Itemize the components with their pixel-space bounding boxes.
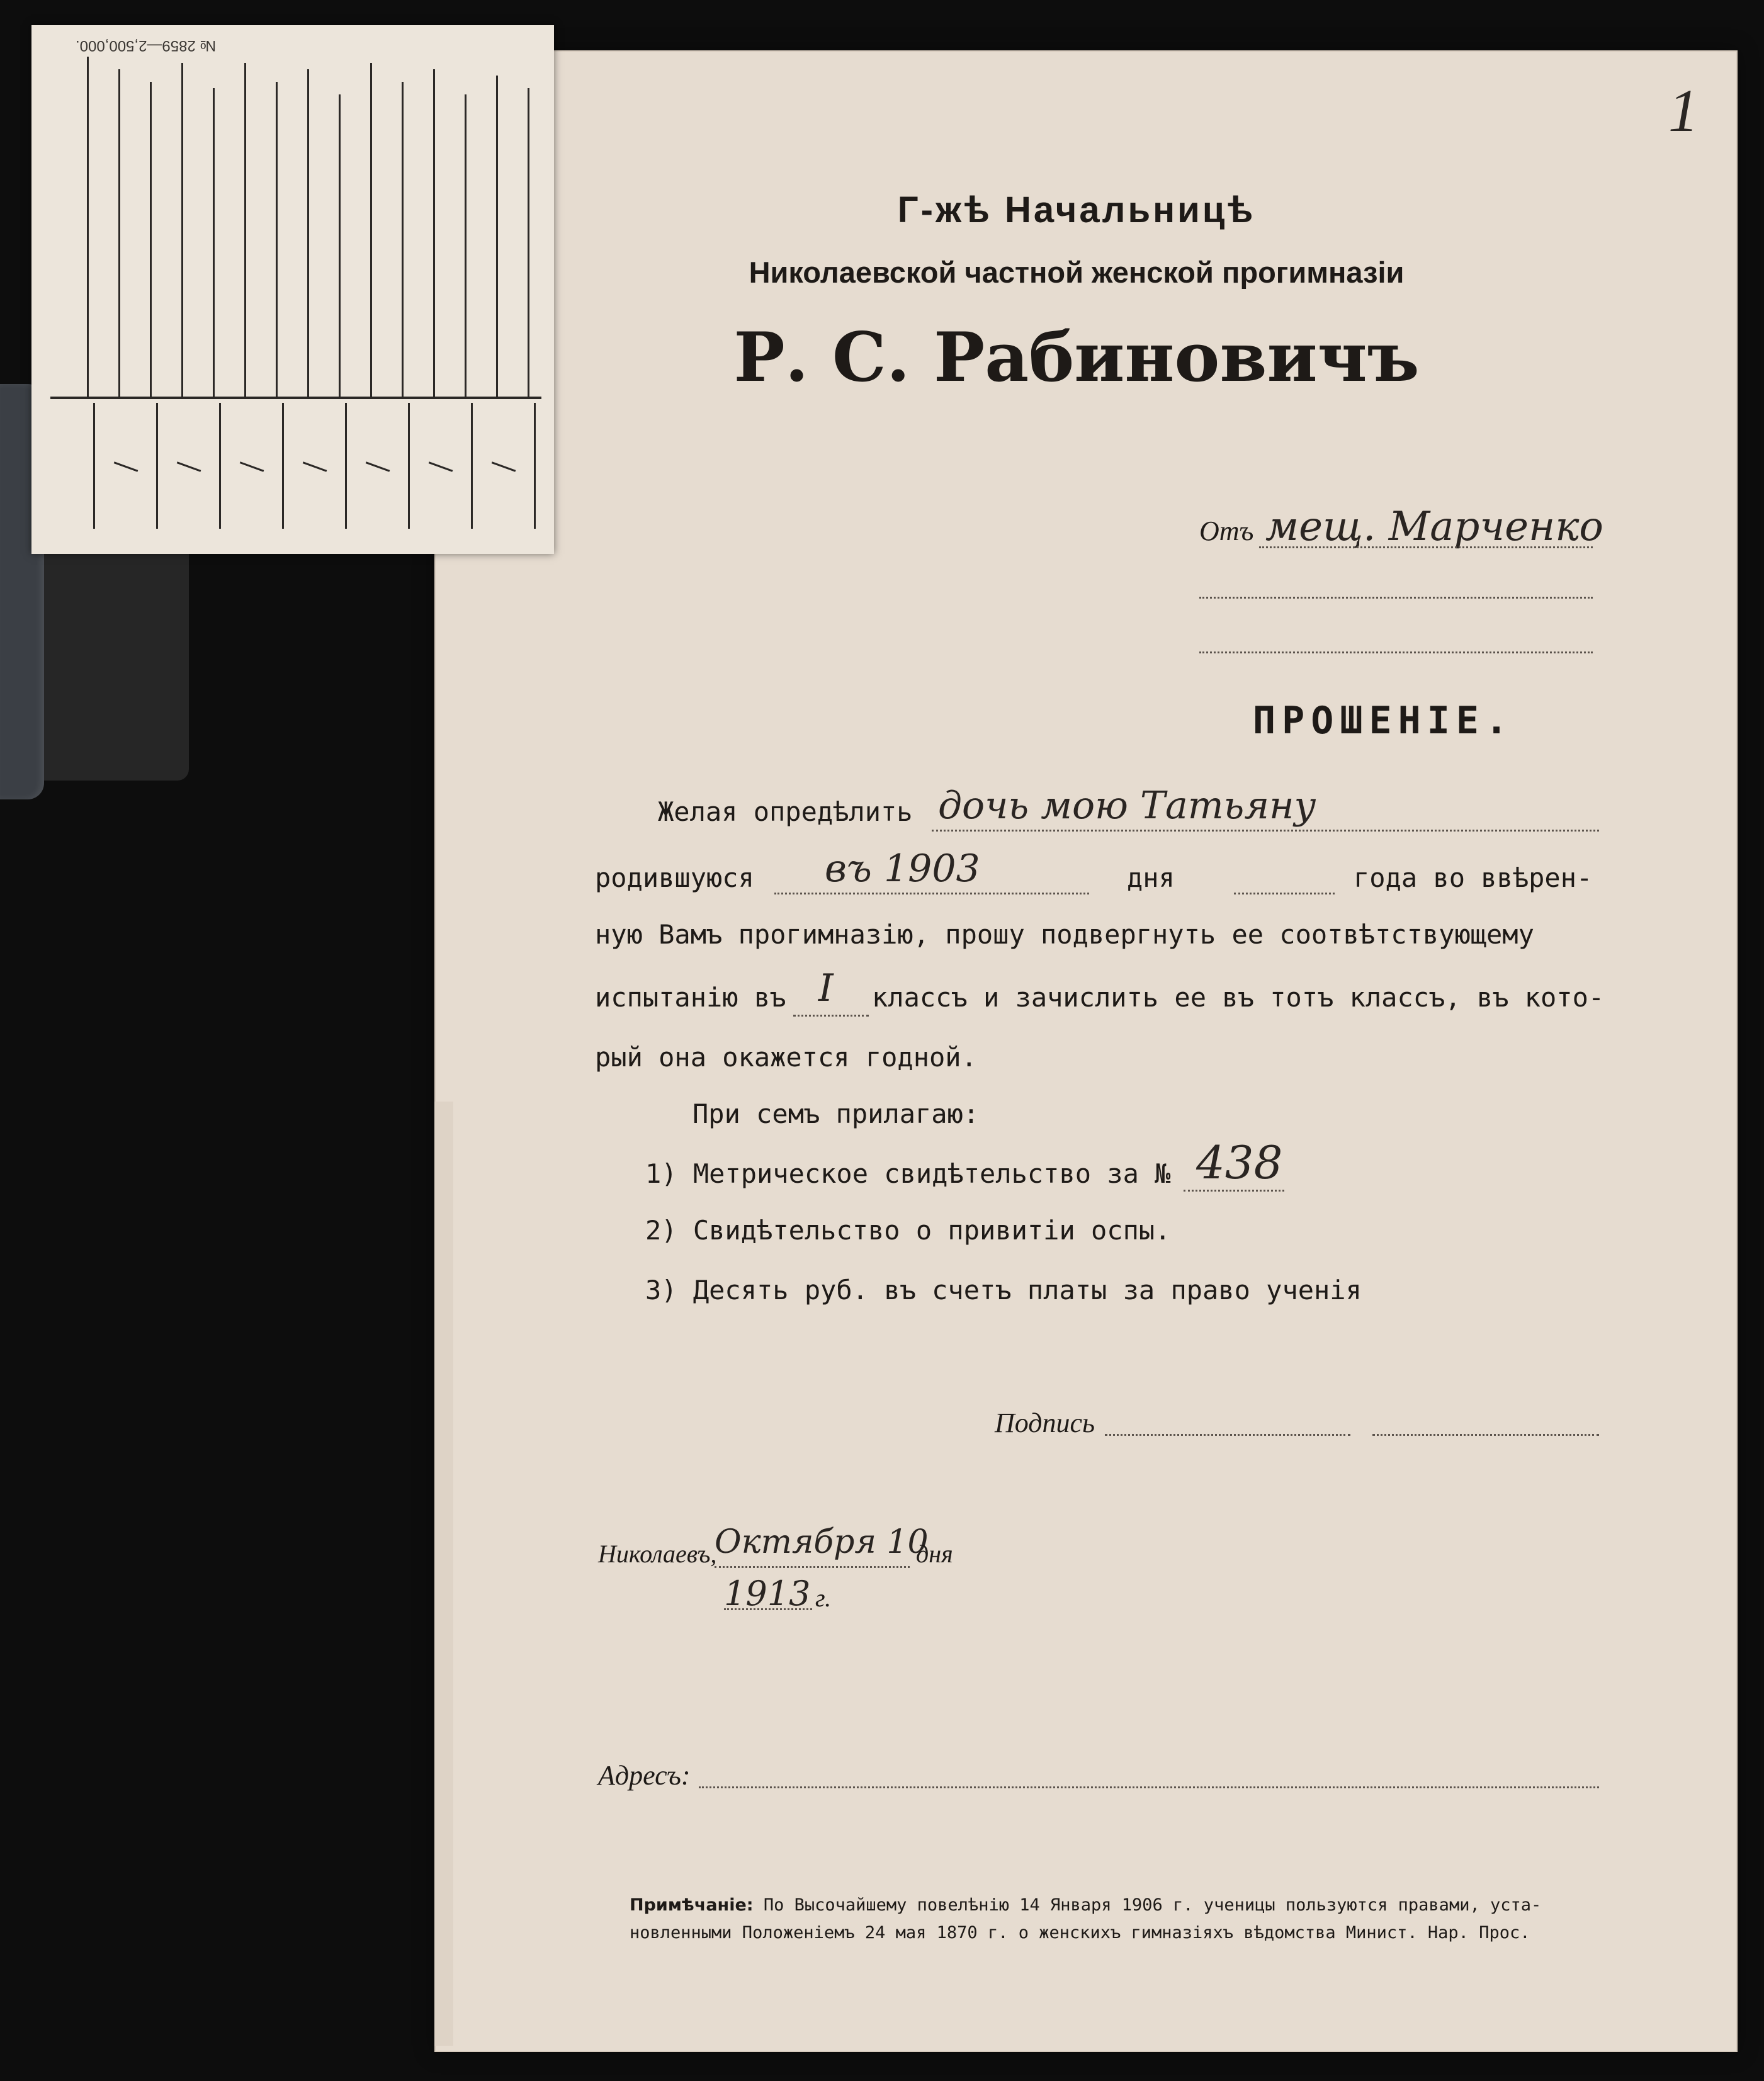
sheet-torn-edge [434, 1102, 453, 2046]
attachment-1-hand: 438 [1196, 1136, 1283, 1189]
body-line-2-hand: въ 1903 [825, 847, 980, 891]
slip-print-number: № 2859—2,500,000. [76, 37, 217, 54]
footnote-line-1 [630, 1892, 1605, 1919]
footnote-line-2: новленными Положеніемъ 24 мая 1870 г. о женскихъ гимназіяхъ вѣдомства Минист. Нар. Прос. [630, 1923, 1530, 1943]
slip-lower-column-line [471, 403, 473, 529]
slip-column-line [181, 63, 183, 397]
footnote [630, 1892, 1605, 1947]
slip-tick-mark [429, 461, 453, 471]
attached-slip [31, 25, 554, 554]
body-line-2-b: дня [1127, 862, 1175, 893]
date-city: Николаевъ, [598, 1540, 717, 1568]
body-dotted-1 [932, 830, 1599, 832]
body-line-1-hand: дочь мою Татьяну [938, 784, 1316, 828]
slip-lower-column-line [219, 403, 221, 529]
date-day-hand: Октября 10 [715, 1523, 929, 1561]
addressee-line-1: Г-жѣ Начальницѣ [897, 189, 1256, 230]
from-handwritten: мещ. Марченко [1265, 504, 1603, 550]
slip-lower-column-line [345, 403, 347, 529]
slip-column-line [87, 57, 89, 397]
slip-lower-column-line [282, 403, 284, 529]
slip-column-line [244, 63, 246, 397]
slip-column-line [433, 69, 435, 397]
body-line-4-hand: I [818, 966, 834, 1010]
signature-line-1 [1105, 1434, 1350, 1436]
slip-column-line [150, 82, 152, 397]
date-year-dotted [724, 1608, 812, 1610]
address-label: Адресъ: [598, 1760, 691, 1791]
signature-label: Подпись [995, 1407, 1095, 1438]
footnote-text-1: По Высочайшему повелѣнію 14 Января 1906 г. ученицы пользуются правами, уста- [763, 1895, 1542, 1915]
body-line-2-c: года во ввѣрен- [1354, 862, 1593, 893]
body-dotted-2 [774, 893, 1089, 894]
body-line-5: рый она окажется годной. [595, 1042, 977, 1073]
attachment-1: 1) Метрическое свидѣтельство за № [645, 1158, 1171, 1189]
footnote-label: Примѣчаніе: [630, 1895, 754, 1915]
slip-lower-column-line [93, 403, 95, 529]
slip-lower-column-line [408, 403, 410, 529]
from-dotted-line-3 [1199, 651, 1593, 653]
from-label: Отъ [1199, 516, 1254, 546]
slip-tick-mark [366, 461, 390, 471]
slip-tick-mark [492, 461, 516, 471]
slip-column-line [370, 63, 372, 397]
slip-tick-mark [240, 461, 264, 471]
from-dotted-line-2 [1199, 597, 1593, 599]
date-year-hand: 1913 [724, 1574, 811, 1613]
slip-column-line [307, 69, 309, 397]
slip-column-line [402, 82, 404, 397]
school-owner-name: Р. С. Рабиновичъ [733, 318, 1420, 397]
slip-lower-column-line [156, 403, 158, 529]
slip-lower-column-line [534, 403, 536, 529]
date-day-label: дня [916, 1540, 953, 1568]
body-line-4-b: классъ и зачислить ее въ тотъ классъ, въ кото- [872, 982, 1605, 1013]
slip-tick-mark [114, 461, 139, 471]
signature-line-2 [1372, 1434, 1599, 1436]
address-dotted-line [699, 1786, 1599, 1788]
attachment-3: 3) Десять руб. въ счетъ платы за право ученія [645, 1275, 1362, 1306]
page-number: 1 [1668, 77, 1699, 144]
slip-column-line [276, 82, 278, 397]
attachment-2: 2) Свидѣтельство о привитіи оспы. [645, 1215, 1171, 1246]
slip-tick-mark [303, 461, 327, 471]
slip-column-line [339, 94, 341, 397]
body-dotted-4 [793, 1015, 869, 1017]
body-line-2-a: родившуюся [595, 862, 754, 893]
slip-tick-mark [177, 461, 201, 471]
date-day-dotted [715, 1566, 910, 1568]
attachments-intro: При семъ прилагаю: [693, 1098, 980, 1129]
slip-column-line [118, 69, 120, 397]
from-dotted-line [1259, 546, 1593, 548]
attachment-1-dotted [1184, 1190, 1284, 1192]
document-title: ПРОШЕНІЕ. [1253, 699, 1515, 743]
body-dotted-3 [1234, 893, 1335, 894]
slip-column-line [213, 88, 215, 397]
dark-backing-card [31, 516, 189, 781]
date-year-label: г. [815, 1584, 832, 1612]
body-line-4-a: испытанію въ [595, 982, 786, 1013]
addressee-line-2: Николаевской частной женской прогимназіи [749, 256, 1405, 289]
body-line-3: ную Вамъ прогимназію, прошу подвергнуть ее соотвѣтствующему [595, 919, 1534, 950]
body-line-1-a: Желая опредѣлить [658, 796, 913, 827]
